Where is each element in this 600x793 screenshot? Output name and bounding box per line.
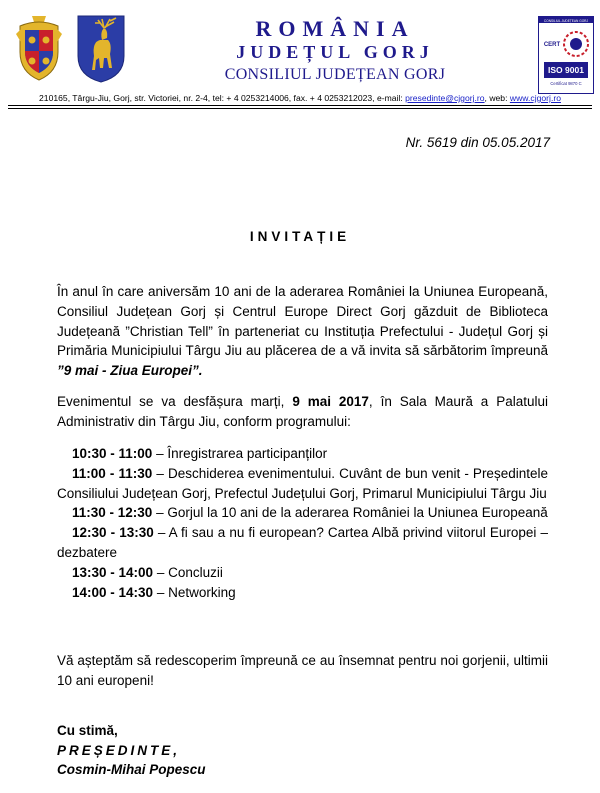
event-details-b: , în Sala Maură a Palatului Administrativ din Târgu Jiu, conform programului: <box>57 394 548 429</box>
event-date: 9 mai 2017 <box>292 394 369 409</box>
signer-title: PREȘEDINTE, <box>57 742 181 758</box>
letterhead <box>0 0 600 110</box>
iso-top-label: CONSILIUL JUDEȚEAN GORJ <box>543 19 589 23</box>
paragraph-closing: Vă așteptăm să redescoperim împreună ce au însemnat pentru noi gorjenii, ultimii 10 ani europeni! <box>57 653 548 688</box>
program-time: 11:30 - 12:30 <box>72 505 153 521</box>
program-item <box>57 523 548 563</box>
program-item <box>57 583 548 603</box>
contact-line <box>10 93 590 103</box>
contact-address: 210165, Târgu-Jiu, Gorj, str. Victoriei, nr. 2-4, tel: + 4 0253214006, fax. + 4 0253212023, e-mail: <box>39 93 406 103</box>
iso-certificate-number: Certificat 9870 C <box>550 81 582 86</box>
program-time: 14:00 - 14:30 <box>72 584 154 600</box>
iso-label: ISO 9001 <box>548 65 584 75</box>
contact-separator: , web: <box>484 93 510 103</box>
program-item <box>57 503 548 523</box>
iso-cert-label: CERT <box>543 42 561 48</box>
intro-text: În anul în care aniversăm 10 ani de la aderarea României la Uniunea Europeană, Consiliul Județean Gorj și Centrul Europe Direct Gorj găzduit de Biblioteca Județeană ”Christian Tell” în parteneriat cu Instituția Prefectului - Județul Gorj și Primăria Municipiului Târgu Jiu au plăcerea de a vă invita să sărbătorim împreună <box>57 284 548 359</box>
website-link[interactable]: www.cjgorj.ro <box>509 93 561 103</box>
program-text: – Networking <box>153 584 236 600</box>
header-country: ROMÂNIA <box>255 16 415 41</box>
program-item <box>57 444 548 464</box>
program-text: – Înregistrarea participanților <box>152 446 328 461</box>
romania-coat-of-arms-icon <box>14 14 64 82</box>
program-item <box>57 464 548 504</box>
gorj-county-deer-icon <box>74 12 128 84</box>
program-time: 12:30 - 13:30 <box>72 525 154 541</box>
signer-name: Cosmin-Mihai Popescu <box>57 762 206 777</box>
closing-salutation: Cu stimă, <box>57 723 118 738</box>
program-text: – Deschiderea evenimentului. Cuvânt de bun venit - Președintele Consiliului Județean Gorj, Prefectul Județului Gorj, Primarul Municipiului Târgu Jiu <box>57 465 548 501</box>
header-council: CONSILIUL JUDEȚEAN GORJ <box>224 66 446 83</box>
program-list <box>57 444 548 602</box>
header-divider-2 <box>8 108 592 109</box>
iso-certification-badge-icon <box>538 16 594 94</box>
header-divider <box>8 105 592 106</box>
event-name: ”9 mai - Ziua Europei”. <box>57 363 203 379</box>
program-text: – Gorjul la 10 ani de la aderarea României la Uniunea Europeană <box>152 505 548 521</box>
program-time: 11:00 - 11:30 <box>72 465 153 481</box>
paragraph-event-details <box>57 392 548 432</box>
signature-block <box>57 721 206 780</box>
event-details-a: Evenimentul se va desfășura marți, <box>57 394 293 409</box>
header-county: JUDEȚUL GORJ <box>236 42 434 62</box>
email-link[interactable]: presedinte@cjgorj.ro <box>405 93 485 103</box>
program-time: 10:30 - 11:00 <box>72 446 153 461</box>
program-text: – Concluzii <box>153 564 223 580</box>
paragraph-intro <box>57 282 548 381</box>
invitation-title: INVITAȚIE <box>249 229 351 244</box>
program-text: – A fi sau a nu fi european? Cartea Albă privind viitorul Europei – dezbatere <box>57 525 548 560</box>
program-item <box>57 563 548 583</box>
document-reference: Nr. 5619 din 05.05.2017 <box>405 135 550 150</box>
program-time: 13:30 - 14:00 <box>72 564 154 580</box>
